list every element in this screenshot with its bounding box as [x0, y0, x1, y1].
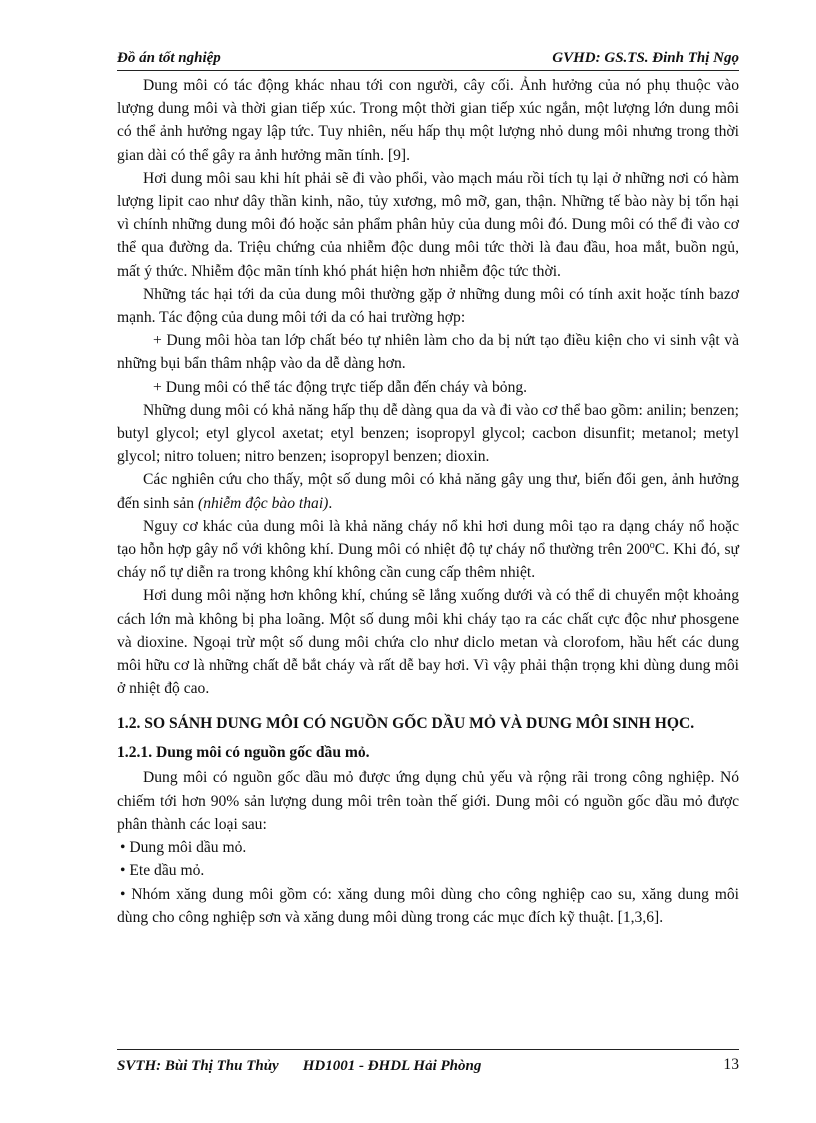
- cancer-risk-text: Các nghiên cứu cho thấy, một số dung môi có khả năng gây ung thư, biến đổi gen, ảnh hưởng đến sinh sản: [117, 471, 739, 512]
- section-heading-1-2: 1.2. SO SÁNH DUNG MÔI CÓ NGUỒN GỐC DẦU MỎ VÀ DUNG MÔI SINH HỌC.: [117, 715, 695, 733]
- page-number: 13: [723, 1056, 739, 1073]
- subsection-heading-1-2-1: 1.2.1. Dung môi có nguồn gốc dầu mỏ.: [117, 744, 370, 762]
- bullet-petroleum-solvent: • Dung môi dầu mỏ.: [120, 839, 247, 857]
- paragraph-absorbed-solvents: Những dung môi có khả năng hấp thụ dễ dàng qua da và đi vào cơ thể bao gồm: anilin; benzen; butyl glycol; etyl glycol axetat; etyl benzen; isopropyl glycol; cacbon disunfit; metanol; metyl glycol; nitro toluen; nitro benzen; isopropyl benzen; dioxin.: [117, 401, 739, 466]
- cancer-risk-italic: (nhiễm độc bào thai): [198, 494, 329, 512]
- paragraph-petroleum-solvents: Dung môi có nguồn gốc dầu mỏ được ứng dụng chủ yếu và rộng rãi trong công nghiệp. Nó chiếm tới hơn 90% sản lượng dung môi trên toàn thế giới. Dung môi có nguồn gốc dầu mỏ được phân thành các loại sau:: [117, 769, 739, 833]
- paragraph-fire-risk: [117, 515, 739, 585]
- list-item-fat-dissolve: + Dung môi hòa tan lớp chất béo tự nhiên làm cho da bị nứt tạo điều kiện cho vi sinh vật và những bụi bẩn thâm nhập vào da dễ dàng hơn.: [117, 332, 739, 373]
- fire-risk-text-a: Nguy cơ khác của dung môi là khả năng cháy nổ khi hơi dung môi tạo ra dạng cháy nổ hoặc tạo hỗn hợp gây nổ với không khí. Dung môi có nhiệt độ tự cháy nổ thường trên 200: [117, 517, 739, 559]
- list-item-burns: + Dung môi có thể tác động trực tiếp dẫn đến cháy và bỏng.: [153, 378, 528, 396]
- page-content: [117, 74, 739, 929]
- fire-risk-text-b: C. Khi đó, sự cháy nổ tự diễn ra trong không khí không cần cung cấp thêm nhiệt.: [117, 541, 739, 582]
- footer-author: SVTH: Bùi Thị Thu Thủy: [117, 1058, 279, 1074]
- bullet-solvent-gasoline: • Nhóm xăng dung môi gồm có: xăng dung môi dùng cho công nghiệp cao su, xăng dung môi dùng cho công nghiệp sơn và xăng dung môi dùng trong các mục đích kỹ thuật. [1,3,6].: [117, 885, 739, 926]
- footer-student-info: [117, 1058, 481, 1075]
- header-document-title: Đồ án tốt nghiệp: [117, 50, 221, 66]
- degree-superscript: o: [649, 539, 655, 551]
- paragraph-skin-damage: Những tác hại tới da của dung môi thường gặp ở những dung môi có tính axit hoặc tính bazơ mạnh. Tác động của dung môi tới da có hai trường hợp:: [117, 285, 739, 327]
- paragraph-cancer-risk: [117, 468, 739, 514]
- paragraph-vapor-inhalation: Hơi dung môi sau khi hít phải sẽ đi vào phổi, vào mạch máu rồi tích tụ lại ở những nơi có hàm lượng lipit cao như dây thần kinh, não, tủy xương, mô mỡ, gan, thận. Những tế bào này bị tổn hại vì chính những dung môi đó hoặc sản phẩm phân hủy của dung môi đó. Dung môi có thể đi vào cơ thể qua đường da. Triệu chứng của nhiễm độc dung môi tức thời là đau đầu, hoa mắt, buồn ngủ, mất ý thức. Nhiễm độc mãn tính khó phát hiện hơn nhiễm độc tức thời.: [117, 169, 739, 280]
- bullet-petroleum-ether: • Ete dầu mỏ.: [120, 862, 205, 880]
- header-supervisor: GVHD: GS.TS. Đinh Thị Ngọ: [552, 50, 739, 66]
- footer-class: HD1001 - ĐHDL Hải Phòng: [302, 1058, 482, 1074]
- paragraph-solvent-effects: Dung môi có tác động khác nhau tới con người, cây cối. Ảnh hưởng của nó phụ thuộc vào lượng dung môi và thời gian tiếp xúc. Trong một thời gian tiếp xúc ngắn, một lượng lớn dung môi có thể ảnh hưởng ngay lập tức. Tuy nhiên, nếu hấp thụ một lượng nhỏ dung môi nhưng trong thời gian dài có thể gây ra ảnh hưởng mãn tính. [9].: [117, 77, 739, 164]
- page-footer: [117, 1049, 739, 1080]
- cancer-risk-end: .: [328, 494, 333, 512]
- paragraph-heavy-vapor: Hơi dung môi nặng hơn không khí, chúng sẽ lắng xuống dưới và có thể di chuyển một khoảng cách lớn mà không bị pha loãng. Một số dung môi khi cháy tạo ra các chất cực độc như phosgene và dioxine. Ngoại trừ một số dung môi chứa clo như diclo metan và clorofom, hầu hết các dung môi hữu cơ là những chất dễ bắt cháy và rất dễ bay hơi. Vì vậy phải thận trọng khi dùng dung môi ở nhiệt độ cao.: [117, 587, 739, 698]
- page-header: [117, 48, 739, 71]
